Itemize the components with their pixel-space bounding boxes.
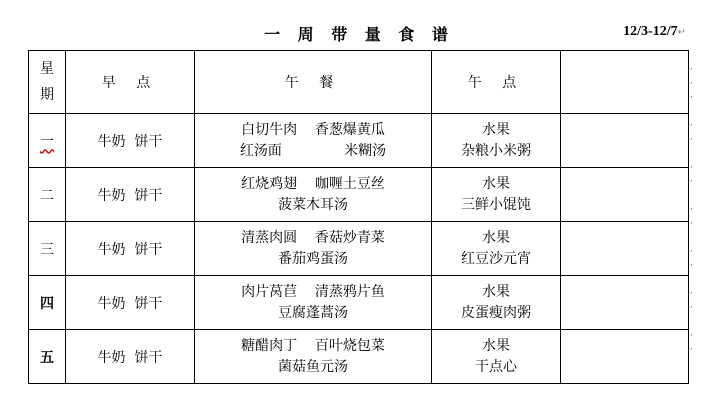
weekday-cell: 二: [29, 168, 66, 222]
blank-cell: [561, 276, 689, 330]
snack-line-2: 红豆沙元宵: [461, 250, 531, 267]
breakfast-cell: 牛奶 饼干: [66, 114, 195, 168]
blank-cell: [561, 168, 689, 222]
lunch-line-2: 番茄鸡蛋汤: [278, 250, 348, 267]
lunch-line-1: 红烧鸡翅 咖喱土豆丝: [241, 175, 385, 192]
snack-line-1: 水果: [482, 121, 510, 138]
column-header-weekday: [29, 51, 66, 114]
blank-cell: [561, 222, 689, 276]
column-header-breakfast: 早 点: [66, 51, 195, 114]
table-header-row: [29, 51, 689, 114]
lunch-line-1: 白切牛肉 香葱爆黄瓜: [241, 121, 385, 138]
blank-cell: [561, 114, 689, 168]
snack-line-2: 干点心: [475, 358, 517, 375]
weekday-cell: 五: [29, 330, 66, 384]
snack-line-1: 水果: [482, 283, 510, 300]
lunch-line-1: 清蒸肉圆 香菇炒青菜: [241, 229, 385, 246]
margin-marks: , , , , , , , , , , , , , , ,: [690, 62, 693, 352]
lunch-line-2: 豆腐蓬蒿汤: [278, 304, 348, 321]
snack-cell: [432, 168, 561, 222]
lunch-line-2: 菌菇鱼元汤: [278, 358, 348, 375]
lunch-line-1: 糖醋肉丁 百叶烧包菜: [241, 337, 385, 354]
weekday-cell: [29, 114, 66, 168]
weekday-cell: 四: [29, 276, 66, 330]
breakfast-cell: 牛奶 饼干: [66, 222, 195, 276]
snack-cell: [432, 222, 561, 276]
column-header-afternoon-snack: 午 点: [432, 51, 561, 114]
lunch-cell: [195, 222, 432, 276]
snack-line-1: 水果: [482, 175, 510, 192]
weekday-header-label: 星期: [40, 61, 54, 103]
weekday-label: 一: [40, 133, 54, 150]
blank-cell: [561, 330, 689, 384]
lunch-line-1: 肉片莴苣 清蒸鸦片鱼: [241, 283, 385, 300]
lunch-cell: [195, 114, 432, 168]
table-row: [29, 168, 689, 222]
snack-line-1: 水果: [482, 229, 510, 246]
snack-cell: [432, 114, 561, 168]
lunch-line-2: 红汤面 米糊汤: [239, 142, 387, 159]
snack-line-2: 皮蛋瘦肉粥: [461, 304, 531, 321]
breakfast-cell: 牛奶 饼干: [66, 330, 195, 384]
lunch-cell: [195, 276, 432, 330]
breakfast-cell: 牛奶 饼干: [66, 276, 195, 330]
table-row: [29, 276, 689, 330]
lunch-line-2: 菠菜木耳汤: [278, 196, 348, 213]
snack-cell: [432, 276, 561, 330]
date-range: [623, 24, 686, 40]
snack-line-2: 三鲜小馄饨: [461, 196, 531, 213]
date-range-text: 12/3-12/7: [623, 24, 678, 39]
weekly-menu-table: [28, 50, 689, 384]
breakfast-cell: 牛奶 饼干: [66, 168, 195, 222]
page-title: 一 周 带 量 食 谱: [264, 25, 454, 44]
snack-cell: [432, 330, 561, 384]
snack-line-1: 水果: [482, 337, 510, 354]
table-row: [29, 330, 689, 384]
table-row: [29, 114, 689, 168]
weekday-cell: 三: [29, 222, 66, 276]
snack-line-2: 杂粮小米粥: [461, 142, 531, 159]
lunch-cell: [195, 168, 432, 222]
column-header-blank: [561, 51, 689, 114]
lunch-cell: [195, 330, 432, 384]
paragraph-mark-icon: ↵: [677, 27, 686, 38]
column-header-lunch: 午 餐: [195, 51, 432, 114]
table-row: [29, 222, 689, 276]
